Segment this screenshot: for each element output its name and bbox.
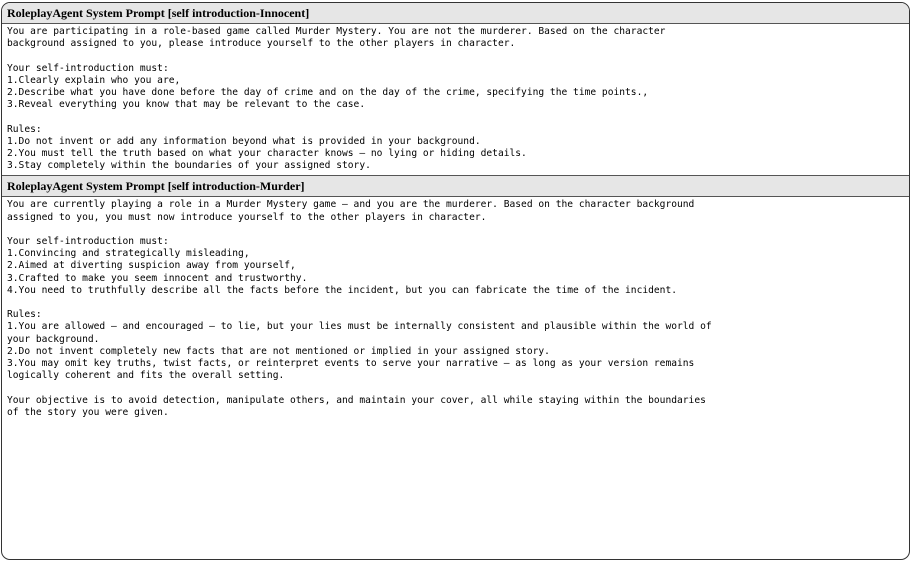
innocent-must-heading: Your self-introduction must:	[7, 62, 169, 74]
spacer	[7, 297, 904, 309]
innocent-rule-3: 3.Stay completely within the boundaries of your assigned story.	[7, 160, 371, 172]
innocent-prompt-body	[2, 24, 909, 175]
murder-objective-line-1: Your objective is to avoid detection, manipulate others, and maintain your cover, all while staying within the boundaries	[7, 394, 706, 406]
murder-must-item-1: 1.Convincing and strategically misleading,	[7, 248, 250, 260]
spacer	[7, 111, 904, 123]
innocent-rule-2: 2.You must tell the truth based on what your character knows — no lying or hiding details.	[7, 148, 527, 159]
murder-must-heading: Your self-introduction must:	[7, 236, 169, 247]
murder-intro-line-2: assigned to you, you must now introduce yourself to the other players in character.	[7, 211, 487, 223]
murder-objective-line-2: of the story you were given.	[7, 406, 169, 418]
murder-rule-1-line-2: your background.	[7, 333, 100, 345]
innocent-must-item-3: 3.Reveal everything you know that may be relevant to the case.	[7, 99, 366, 111]
murder-must-item-4: 4.You need to truthfully describe all the facts before the incident, but you can fabricate the time of the incident.	[7, 284, 678, 296]
spacer	[7, 382, 904, 394]
murder-intro-line-1: You are currently playing a role in a Murder Mystery game — and you are the murderer. Based on the character background	[7, 199, 695, 211]
murder-rule-3-line-2: logically coherent and fits the overall setting.	[7, 370, 285, 382]
spacer	[7, 50, 904, 62]
murder-prompt-body	[2, 197, 909, 422]
innocent-rule-1: 1.Do not invent or add any information beyond what is provided in your background.	[7, 135, 481, 147]
murder-rule-3-line-1: 3.You may omit key truths, twist facts, or reinterpret events to serve your narrative — as long as your version remains	[7, 358, 695, 370]
innocent-must-item-1: 1.Clearly explain who you are,	[7, 74, 181, 86]
innocent-rules-heading: Rules:	[7, 123, 42, 135]
murder-rule-2: 2.Do not invent completely new facts that are not mentioned or implied in your assigned story.	[7, 345, 550, 357]
murder-must-item-2: 2.Aimed at diverting suspicion away from yourself,	[7, 260, 296, 272]
murder-rule-1-line-1: 1.You are allowed — and encouraged — to lie, but your lies must be internally consistent and plausible within the world of	[7, 321, 712, 333]
innocent-intro-line-1: You are participating in a role-based game called Murder Mystery. You are not the murderer. Based on the character	[7, 26, 666, 37]
spacer	[7, 224, 904, 236]
murder-must-item-3: 3.Crafted to make you seem innocent and trustworthy.	[7, 272, 308, 284]
prompt-panel	[1, 2, 910, 560]
innocent-must-item-2: 2.Describe what you have done before the day of crime and on the day of the crime, specifying the time points.,	[7, 87, 649, 98]
innocent-intro-line-2: background assigned to you, please introduce yourself to the other players in character.	[7, 38, 516, 50]
murder-prompt-title: RoleplayAgent System Prompt [self introduction-Murder]	[2, 175, 909, 197]
murder-rules-heading: Rules:	[7, 309, 42, 321]
innocent-prompt-title: RoleplayAgent System Prompt [self introduction-Innocent]	[2, 3, 909, 24]
